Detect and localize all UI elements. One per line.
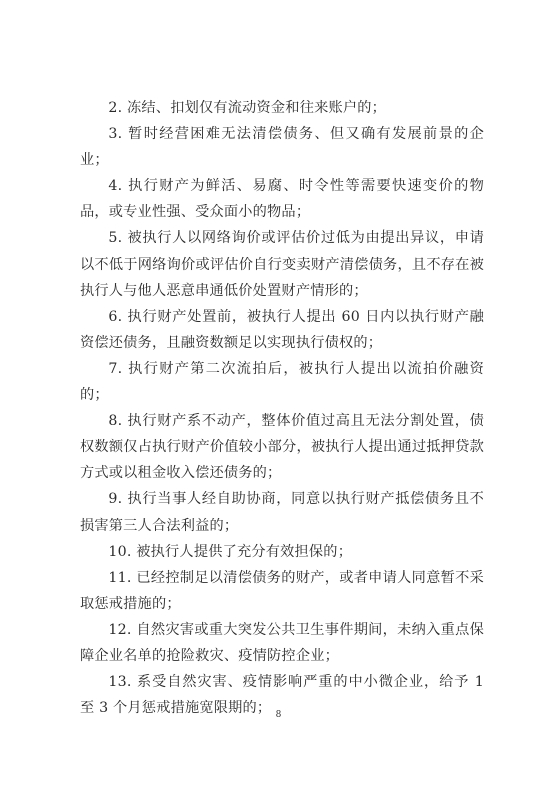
page-number: 8 — [275, 710, 282, 720]
list-item-12: 12. 自然灾害或重大突发公共卫生事件期间，未纳入重点保障企业名单的抢险救灾、疫情防控企业； — [80, 621, 484, 664]
list-item-5: 5. 被执行人以网络询价或评估价过低为由提出异议，申请以不低于网络询价或评估价自行变卖财产清偿债务，且不存在被执行人与他人恶意串通低价处置财产情形的； — [80, 230, 484, 299]
list-item-10: 10. 被执行人提供了充分有效担保的； — [108, 543, 353, 560]
list-item-9: 9. 执行当事人经自助协商，同意以执行财产抵偿债务且不损害第三人合法利益的； — [80, 491, 484, 534]
list-item-7: 7. 执行财产第二次流拍后，被执行人提出以流拍价融资的； — [80, 360, 484, 404]
list-item-2: 2. 冻结、扣划仅有流动资金和往来账户的； — [108, 100, 387, 116]
list-item-11: 11. 已经控制足以清偿债务的财产，或者申请人同意暂不采取惩戒措施的； — [80, 569, 484, 612]
document-body — [80, 95, 484, 721]
list-item-3: 3. 暂时经营困难无法清偿债务、但又确有发展前景的企业； — [80, 126, 484, 169]
list-item-4: 4. 执行财产为鲜活、易腐、时令性等需要快速变价的物品，或专业性强、受众面小的物品； — [80, 178, 484, 221]
list-item-6: 6. 执行财产处置前，被执行人提出 60 日内以执行财产融资偿还债务，且融资数额足以实现执行债权的； — [80, 308, 484, 351]
list-item-13: 13. 系受自然灾害、疫情影响严重的中小微企业，给予 1 至 3 个月惩戒措施宽限期的； — [80, 674, 484, 717]
list-item-8: 8. 执行财产系不动产，整体价值过高且无法分割处置，债权数额仅占执行财产价值较小部分，被执行人提出通过抵押贷款方式或以租金收入偿还债务的； — [80, 413, 484, 482]
